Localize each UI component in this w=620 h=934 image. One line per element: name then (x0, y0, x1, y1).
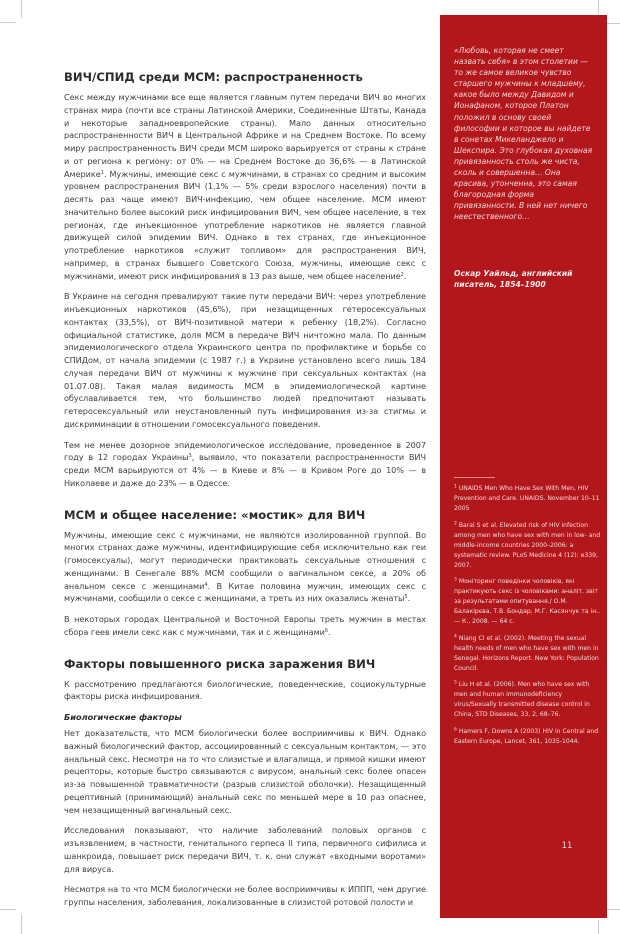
section-heading: ВИЧ/СПИД среди МСМ: распространенность (64, 70, 363, 84)
crop-mark (598, 920, 599, 934)
main-column (64, 70, 426, 917)
footnote-item: $^3$ Моніторинг поведінки чоловіків, які практикують секс із чоловіками: аналіт. звіт за результатами опитування./ О.М. Балакірєва, Т.В. Бондар, М.Г. Касянчук та ін.. — К., 2008. — 64 с. (454, 577, 601, 625)
paragraph: Мужчины, имеющие секс с мужчинами, не являются изолированной группой. Во многих странах даже мужчины, идентифицирующие себя исключительно как геи (гомосексуалы), могут периодически практиковать сексуальные отношения с женщинами. В Сенегале 88% МСМ сообщили о вагинальном сексе, а 20% об анальном сексе с женщинами$^4$. В Китае половина мужчин, имеющих секс с мужчинами, сообщили о сексе с женщинами, а треть из них оказались женаты$^5$. (64, 529, 426, 604)
footnote-ref: 5 (404, 594, 408, 601)
epigraph-quote: «Любовь, которая не смеет назвать себя» в этом столетии — то же самое великое чувство старшего мужчины к младшему, какое было между Давидом и Ионафаном, которое Платон положил в основу своей философии и которое вы найдете в сонетах Микеланджело и Шекспира. Это глубокая духовная привязанность столь же чиста, сколь и совершенна… Она красива, утонченна, это самая благородная форма привязанности. В ней нет ничего неестественного… (454, 46, 593, 222)
paragraph: В Украине на сегодня превалируют такие пути передачи ВИЧ: через употребление инъекционных наркотиков (45,6%), при незащищенных гетеросексуальных контактах (33,5%), от ВИЧ-позитивной матери к ребенку (18,2%). Согласно официальной статистике, доля МСМ в передаче ВИЧ ничтожно мала. По данным эпидемиологического отдела Украинского центра по профилактике и борьбе со СПИДом, от начала эпидемии (с 1987 г.) в Украине установлено всего лишь 184 случая передачи ВИЧ от мужчины к мужчине при сексуальных контактах (на 01.07.08). Такая малая видимость МСМ в эпидемиологической картине обуславливается тем, что большинство людей предпочитают называть гетеросексуальный или неустановленный путь инфицирования из-за стигмы и дискриминации в отношении гомосексуального поведения. (64, 291, 426, 429)
paragraph: В некоторых городах Центральной и Восточной Европы треть мужчин в местах сбора геев имели секс как с мужчинами, так и с женщинами$^6$. (64, 614, 426, 637)
footnote-ref: 1 (100, 169, 104, 176)
footnote-ref: 3 (188, 453, 192, 460)
paragraph: К рассмотрению предлагаются биологические, поведенческие, социокультурные факторы риска инфицирования. (64, 678, 426, 702)
footnote-item: $^6$ Hamers F, Downs A (2003) HIV in Central and Eastern Europe, Lancet, 361, 1035-1044. (454, 727, 599, 745)
paragraph: Секс между мужчинами все еще является главным путем передачи ВИЧ во многих странах мира (почти все страны Латинской Америки, Соединенные Штаты, Канада и некоторые западноевропейские страны). Мало данных относительно распространенности ВИЧ в Центральной Африке и на Среднем Востоке. По всему миру распространенность ВИЧ среди МСМ широко варьируется от страны к стране и от региона к региону: от 0% — на Среднем Востоке до 36,6% — в Латинской Америке$^1$. Мужчины, имеющие секс с мужчинами, в странах со средним и высоким уровнем распространения ВИЧ (1,1% — 5% среди взрослого населения) почти в десять раз чаще имеют ВИЧ-инфекцию, чем общее население. МСМ имеют значительно более высокий риск инфицирования ВИЧ, чем общее население, в тех регионах, где инъекционное употребление наркотиков не является главной движущей силой эпидемии ВИЧ. Однако в тех странах, где инъекционное употребление наркотиков «служит топливом» для распространения ВИЧ, например, в странах бывшего Советского Союза, мужчины, имеющие секс с мужчинами, имеют риск инфицирования в 13 раз выше, чем общее население$^2$. (64, 92, 426, 281)
footnote-ref: 6 (324, 627, 329, 634)
footnote-ref: 4 (204, 581, 208, 588)
subsection-heading: Биологические факторы (64, 712, 182, 722)
crop-mark (606, 909, 620, 910)
footnote-divider (454, 477, 495, 478)
crop-mark (21, 0, 22, 18)
sidebar-panel (440, 15, 607, 918)
footnotes (454, 484, 602, 753)
crop-mark (0, 22, 16, 23)
paragraph: Несмотря на то что МСМ биологически не более восприимчивы к ИППП, чем другие группы населения, заболевания, локализованные в слизистой ротовой полости и (64, 884, 426, 907)
footnote-item: $^2$ Baral S et al. Elevated risk of HIV infection among men who have sex with men in low- and middle-income countries 2000–2006: a systematic review. PLoS Medicine 4 (12): e339, 2007. (454, 521, 601, 569)
section-heading: Факторы повышенного риска заражения ВИЧ (64, 656, 376, 671)
section-heading: МСМ и общее население: «мостик» для ВИЧ (64, 507, 366, 522)
crop-mark (598, 0, 599, 14)
crop-mark (606, 23, 620, 24)
crop-mark (0, 909, 16, 910)
footnote-item: $^4$ Niang CI et al. (2002). Meeting the sexual health needs of men who have sex with men in Senegal. Horizons Report. New York: Population Council. (454, 634, 599, 672)
page-number: 11 (561, 841, 573, 851)
footnote-item: $^1$ UNAIDS Men Who Have Sex With Men, HIV Prevention and Care. UNAIDS. November 10–11 2005 (454, 484, 600, 512)
paragraph: Исследования показывают, что наличие заболеваний половых органов с изъязвлением, в частности, генитального герпеса II типа, первичного сифилиса и шанкроида, повышает риск передачи ВИЧ, т. к. они служат «входными воротами» для вируса. (64, 825, 426, 874)
crop-mark (21, 914, 22, 934)
footnote-ref: 2 (400, 271, 404, 278)
footnote-item: $^5$ Liu H et al. (2006). Men who have sex with men and human immunodeficiency virus/Sexually transmitted disease control in China, STD Diseases, 33, 2, 68–76. (454, 680, 590, 718)
paragraph: Тем не менее дозорное эпидемиологическое исследование, проведенное в 2007 году в 12 городах Украины$^3$, выявило, что показатели распространенности ВИЧ среди МСМ варьируются от 4% — в Киеве и 8% — в Кривом Роге до 10% — в Николаеве и даже до 23% — в Одессе. (64, 439, 426, 488)
quote-author: Оскар Уайльд, английский писатель, 1854–1900 (454, 269, 573, 290)
paragraph: Нет доказательств, что МСМ биологически более восприимчивы к ВИЧ. Однако важный биологический фактор, ассоциированный с сексуальным контактом, — это анальный секс. Несмотря на то что слизистые и влагалища, и прямой кишки имеют рецепторы, которые быстро связываются с вирусом, анальный секс более опасен из-за повышенной травматичности (разрыв слизистой оболочки). Незащищенный рецептивный (принимающий) анальный секс по меньшей мере в 10 раз опаснее, чем незащищенный вагинальный секс. (64, 728, 426, 815)
